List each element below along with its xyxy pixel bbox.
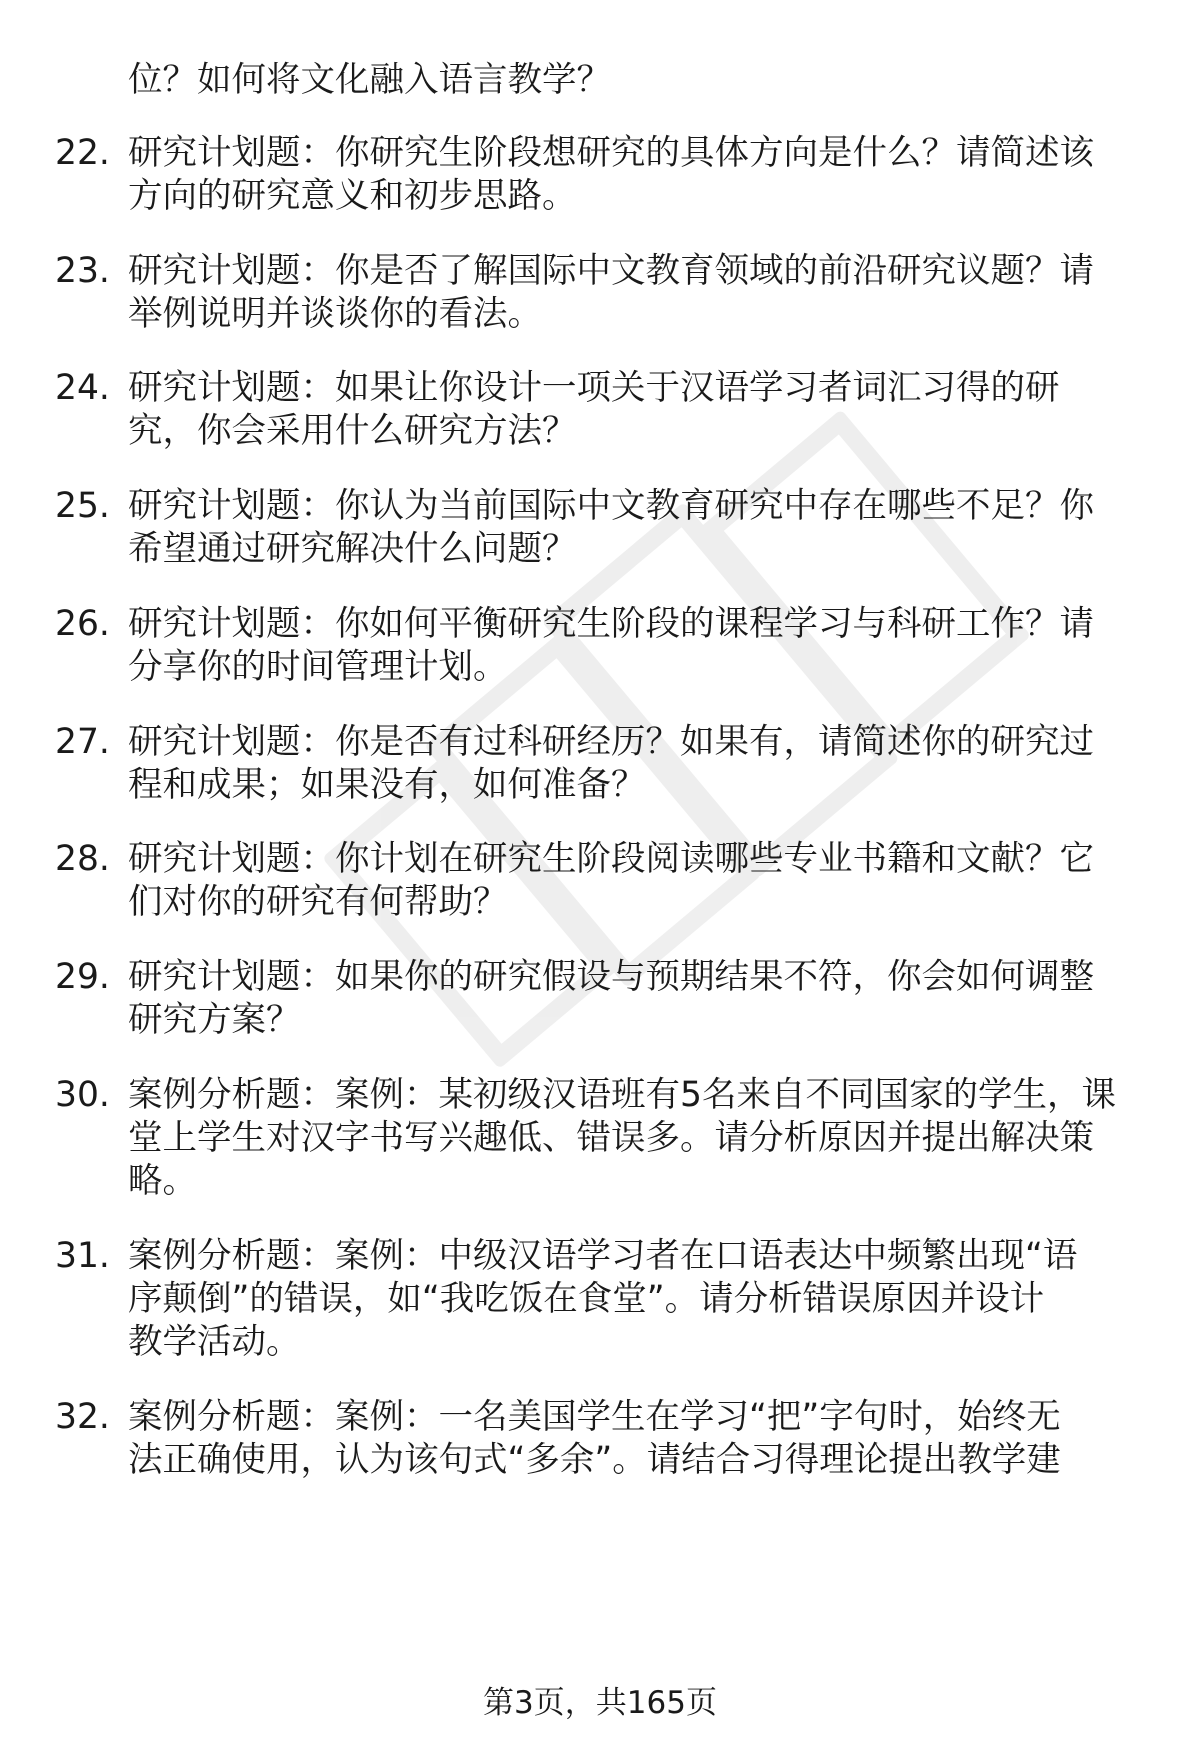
question-text-line: 法正确使用，认为该句式“多余”。请结合习得理论提出教学建 [128, 1440, 1061, 1480]
page-number-label: 第3页，共165页 [483, 1685, 717, 1721]
question-number: 27. [55, 722, 110, 762]
question-number: 23. [55, 251, 110, 291]
question-number: 24. [55, 368, 110, 408]
question-number: 32. [55, 1397, 110, 1437]
question-text-line: 堂上学生对汉字书写兴趣低、错误多。请分析原因并提出解决策 [128, 1118, 1094, 1158]
question-text-line: 研究计划题：你计划在研究生阶段阅读哪些专业书籍和文献？它 [128, 839, 1094, 879]
question-text-line: 案例分析题：案例：一名美国学生在学习“把”字句时，始终无 [128, 1397, 1061, 1437]
question-text-line: 研究计划题：如果你的研究假设与预期结果不符，你会如何调整 [128, 957, 1094, 997]
question-text-line: 研究计划题：你是否有过科研经历？如果有，请简述你的研究过 [128, 722, 1094, 762]
question-number: 31. [55, 1236, 110, 1276]
question-text-line: 们对你的研究有何帮助？ [128, 882, 508, 922]
question-text-line: 位？如何将文化融入语言教学？ [128, 60, 611, 100]
question-text-line: 教学活动。 [128, 1322, 301, 1362]
question-text-line: 方向的研究意义和初步思路。 [128, 176, 577, 216]
question-text-line: 研究计划题：你认为当前国际中文教育研究中存在哪些不足？你 [128, 486, 1094, 526]
question-text-line: 举例说明并谈谈你的看法。 [128, 294, 542, 334]
question-text-line: 研究计划题：你研究生阶段想研究的具体方向是什么？请简述该 [128, 133, 1094, 173]
question-text-line: 研究计划题：你是否了解国际中文教育领域的前沿研究议题？请 [128, 251, 1094, 291]
question-number: 22. [55, 133, 110, 173]
question-number: 28. [55, 839, 110, 879]
question-text-line: 希望通过研究解决什么问题？ [128, 529, 577, 569]
question-number: 29. [55, 957, 110, 997]
question-text-line: 研究计划题：如果让你设计一项关于汉语学习者词汇习得的研 [128, 368, 1060, 408]
question-text-line: 究，你会采用什么研究方法？ [128, 411, 577, 451]
question-text-line: 程和成果；如果没有，如何准备？ [128, 765, 646, 805]
question-text-line: 略。 [128, 1161, 197, 1201]
question-text-line: 研究计划题：你如何平衡研究生阶段的课程学习与科研工作？请 [128, 604, 1094, 644]
question-text-line: 案例分析题：案例：中级汉语学习者在口语表达中频繁出现“语 [128, 1236, 1078, 1276]
question-text-line: 案例分析题：案例：某初级汉语班有5名来自不同国家的学生，课 [128, 1075, 1116, 1115]
question-text-line: 序颠倒”的错误，如“我吃饭在食堂”。请分析错误原因并设计 [128, 1279, 1045, 1319]
question-number: 25. [55, 486, 110, 526]
question-number: 30. [55, 1075, 110, 1115]
question-text-line: 分享你的时间管理计划。 [128, 647, 508, 687]
question-text-line: 研究方案？ [128, 1000, 301, 1040]
question-number: 26. [55, 604, 110, 644]
page-footer [0, 1682, 1200, 1724]
